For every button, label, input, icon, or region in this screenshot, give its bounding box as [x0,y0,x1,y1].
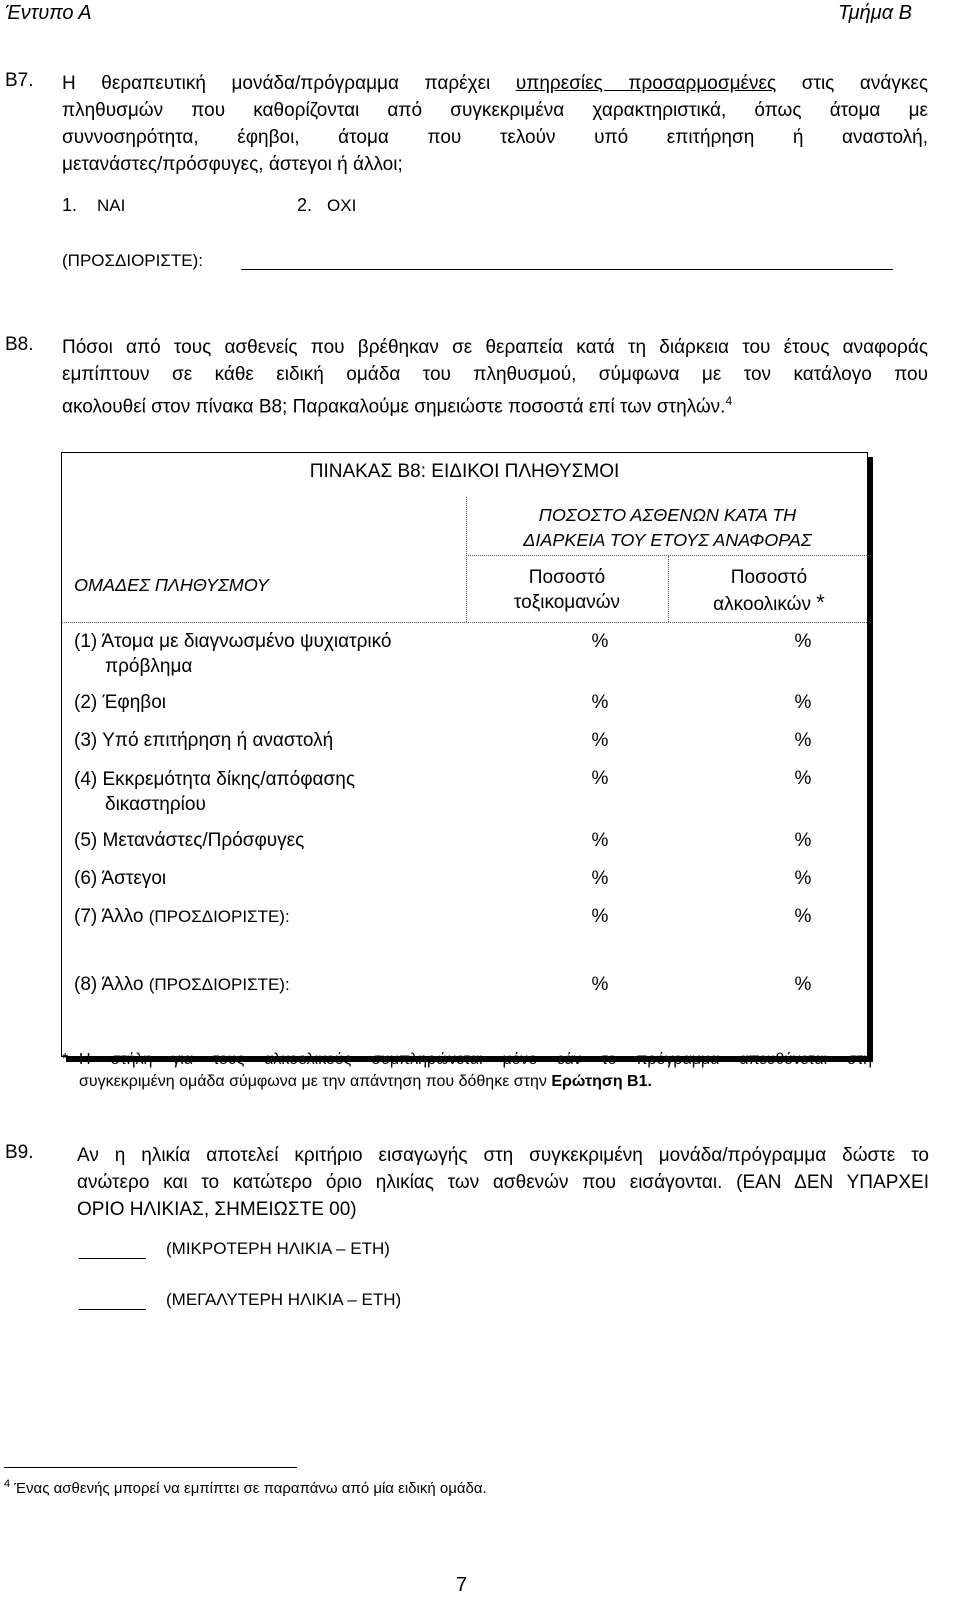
b8-line3: ακολουθεί στον πίνακα Β8; Παρακαλούμε σημειώστε ποσοστά επί των στηλών. [62,396,726,418]
b7-underlined-phrase: υπηρεσίες προσαρμοσμένες [515,73,777,94]
asterisk-mark: * [816,590,825,615]
row-specify: (ΠΡΟΣΔΙΟΡΙΣΤΕ): [148,975,290,994]
col1-line1: Ποσοστό [528,567,606,588]
page-number: 7 [456,1574,468,1596]
header-bottom-divider [62,622,867,623]
b9-line3: ΟΡΙΟ ΗΛΙΚΙΑΣ, ΣΗΜΕΙΩΣΤΕ 00) [77,1199,357,1220]
pct-cell[interactable]: % [591,830,609,851]
footnote-number: 4 [4,1478,11,1490]
pct-cell[interactable]: % [794,906,812,927]
row-header: ΟΜΑΔΕΣ ΠΛΗΘΥΣΜΟΥ [74,575,269,595]
table-row [74,974,290,996]
column-header-alcohol-users [668,565,870,617]
question-b9-text [77,1142,929,1223]
b7-line1-b: στις ανάγκες [801,73,928,94]
row-label: (8) Άλλο [74,974,144,995]
row-label: (7) Άλλο [74,906,144,927]
b7-line4: μετανάστες/πρόσφυγες, άστεγοι ή άλλοι; [62,154,403,175]
b7-specify-line[interactable] [241,269,893,270]
pct-cell[interactable]: % [794,730,812,751]
col2-line2: αλκοολικών [713,594,811,615]
b9-line1: Αν η ηλικία αποτελεί κριτήριο εισαγωγής στη συγκεκριμένη μονάδα/πρόγραμμα δώστε το [77,1145,929,1166]
footnote [4,1478,487,1497]
question-b7-number: Β7. [5,70,34,91]
pct-cell[interactable]: % [794,974,812,995]
row-specify: (ΠΡΟΣΔΙΟΡΙΣΤΕ): [148,907,290,926]
note-star: * [62,1051,69,1068]
question-b9-number: Β9. [5,1142,34,1163]
b7-specify-label: (ΠΡΟΣΔΙΟΡΙΣΤΕ): [62,251,203,270]
table-title: ΠΙΝΑΚΑΣ Β8: ΕΙΔΙΚΟΙ ΠΛΗΘΥΣΜΟΙ [309,461,620,482]
footnote-ref: 4 [725,394,733,408]
b8-line1: Πόσοι από τους ασθενείς που βρέθηκαν σε θεραπεία κατά τη διάρκεια του έτους αναφοράς [62,337,928,358]
question-b8-number: Β8. [5,334,34,355]
col1-line2: τοξικομανών [513,592,621,613]
table-row [74,906,290,928]
footnote-text: Ένας ασθενής μπορεί να εμπίπτει σε παραπάνω από μία ειδική ομάδα. [14,1480,487,1497]
b9-line2: ανώτερο και το κατώτερο όριο ηλικίας των ασθενών που εισάγονται. (ΕΑΝ ΔΕΝ ΥΠΑΡΧΕΙ [77,1172,929,1193]
col2-line1: Ποσοστό [730,567,808,588]
table-row: (3) Υπό επιτήρηση ή αναστολή [74,730,334,751]
b7-line2: πληθυσμών που καθορίζονται από συγκεκριμένα χαρακτηριστικά, όπως άτομα με [62,100,928,121]
b8-line2: εμπίπτουν σε κάθε ειδική ομάδα του πληθυσμού, σύμφωνα με τον κατάλογο που [62,364,928,385]
group-header-line2: ΔΙΑΡΚΕΙΑ ΤΟΥ ΕΤΟΥΣ ΑΝΑΦΟΡΑΣ [523,530,812,550]
form-label: Έντυπο Α [5,2,92,24]
table-row [74,767,355,817]
pct-cell[interactable]: % [591,692,609,713]
pct-cell[interactable]: % [794,631,812,652]
b7-option-yes[interactable] [62,195,125,216]
table-b8 [61,452,868,1057]
option-number: 1. [62,195,78,215]
question-b7-text [62,70,928,178]
pct-cell[interactable]: % [794,768,812,789]
table-row: (6) Άστεγοι [74,868,167,889]
min-age-label: (ΜΙΚΡΟΤΕΡΗ ΗΛΙΚΙΑ – ΕΤΗ) [166,1239,390,1258]
note-question-ref: Ερώτηση Β1 [551,1073,648,1090]
option-label: ΟΧΙ [327,196,357,215]
table-row: (2) Έφηβοι [74,692,167,713]
pct-cell[interactable]: % [591,974,609,995]
footnote-separator [4,1467,297,1468]
pct-cell[interactable]: % [591,868,609,889]
question-b8-text [62,334,928,420]
pct-cell[interactable]: % [591,730,609,751]
note-period: . [647,1073,652,1090]
group-header [466,503,869,553]
b7-line3: συννοσηρότητα, έφηβοι, άτομα που τελούν υπό επιτήρηση ή αναστολή, [62,127,928,148]
table-row [74,629,391,679]
row-label: (4) Εκκρεμότητα δίκης/απόφασης [74,769,355,790]
section-label: Τμήμα Β [837,2,912,24]
table-row: (5) Μετανάστες/Πρόσφυγες [74,830,305,851]
table-note [79,1049,872,1093]
column-header-drug-users [466,565,668,615]
note-line1: Η στήλη για τους αλκοολικούς συμπληρώνεται μόνο εάν το πρόγραμμα απευθύνεται στη [79,1051,872,1068]
max-age-label: (ΜΕΓΑΛΥΤΕΡΗ ΗΛΙΚΙΑ – ΕΤΗ) [166,1290,402,1309]
b7-option-no[interactable] [297,195,356,216]
b7-line1-a: Η θεραπευτική μονάδα/πρόγραμμα παρέχει [62,73,491,94]
pct-cell[interactable]: % [794,868,812,889]
note-line2: συγκεκριμένη ομάδα σύμφωνα με την απάντηση που δόθηκε στην [79,1073,547,1090]
option-number: 2. [297,195,313,215]
min-age-field[interactable] [79,1258,146,1259]
header-divider [466,555,869,556]
pct-cell[interactable]: % [591,768,609,789]
row-label-cont: πρόβλημα [105,656,193,677]
row-label-cont: δικαστηρίου [105,794,206,815]
row-label: (1) Άτομα με διαγνωσμένο ψυχιατρικό [74,631,392,652]
pct-cell[interactable]: % [591,631,609,652]
pct-cell[interactable]: % [794,692,812,713]
pct-cell[interactable]: % [591,906,609,927]
option-label: ΝΑΙ [97,196,126,215]
max-age-field[interactable] [79,1309,146,1310]
pct-cell[interactable]: % [794,830,812,851]
group-header-line1: ΠΟΣΟΣΤΟ ΑΣΘΕΝΩΝ ΚΑΤΑ ΤΗ [538,505,797,525]
